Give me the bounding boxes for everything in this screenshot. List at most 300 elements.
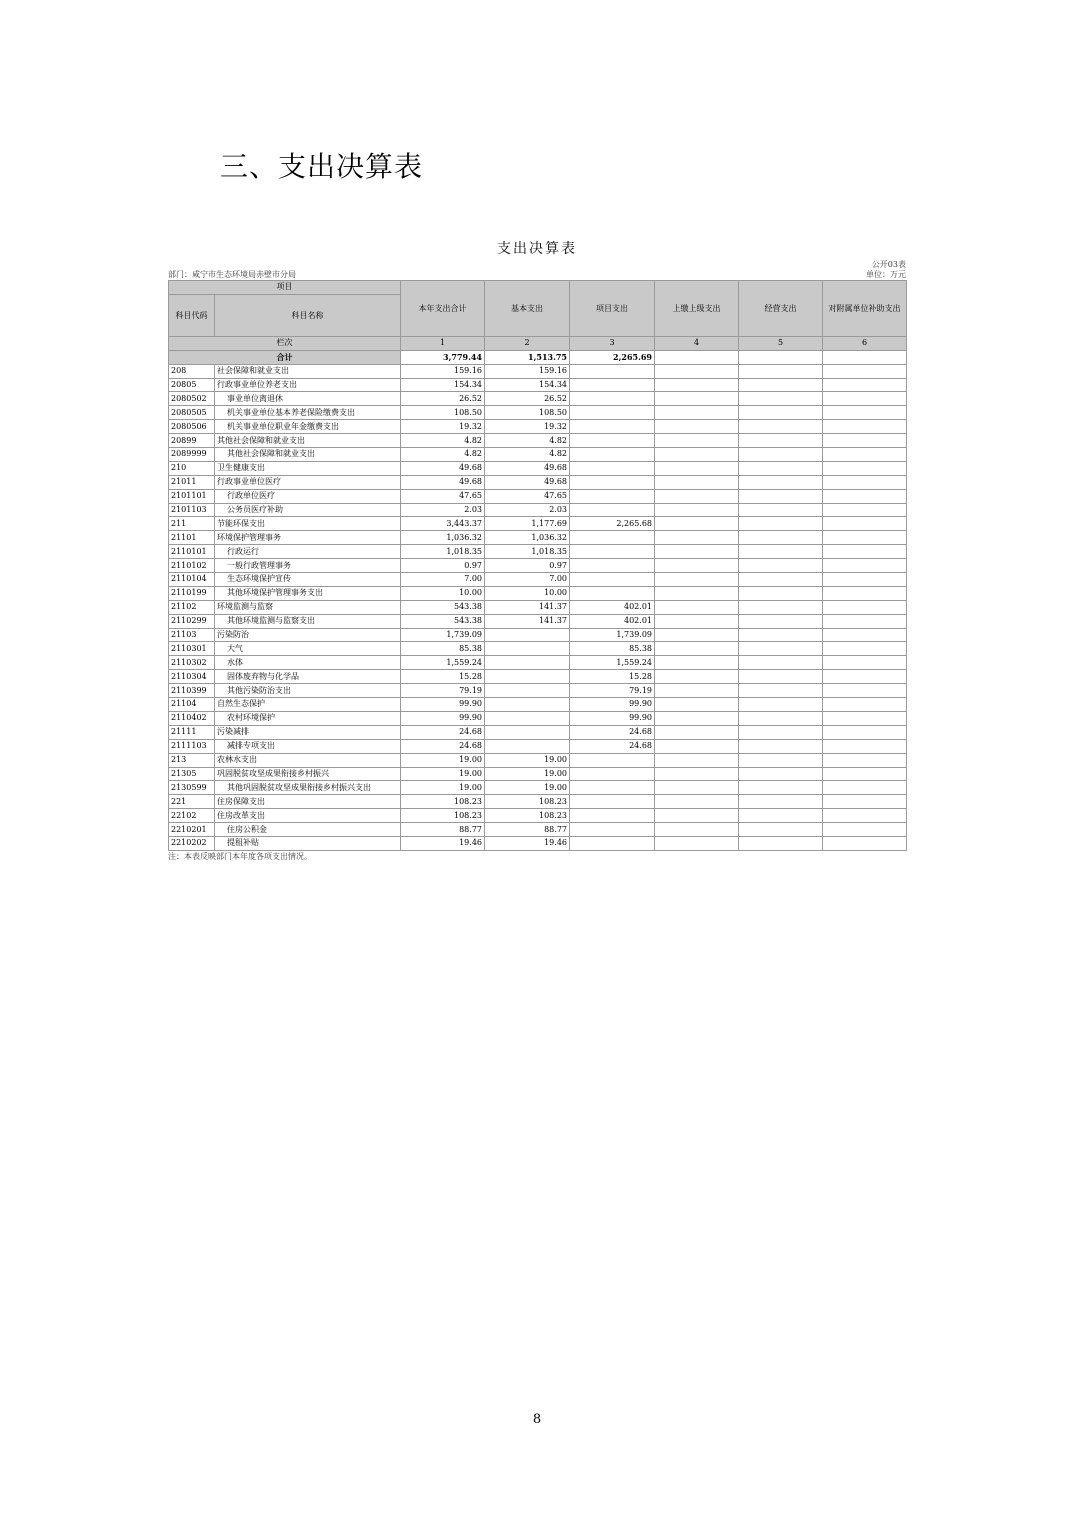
row-subsidy (823, 378, 907, 392)
table-row (169, 836, 907, 850)
row-upper (655, 364, 739, 378)
table-row (169, 725, 907, 739)
row-basic: 1,036.32 (485, 531, 570, 545)
table-row (169, 378, 907, 392)
row-subsidy (823, 642, 907, 656)
row-code: 2110101 (169, 545, 215, 559)
row-code: 21305 (169, 767, 215, 781)
row-code: 2080505 (169, 406, 215, 420)
row-total: 19.00 (401, 753, 485, 767)
row-code: 21011 (169, 475, 215, 489)
row-total: 19.00 (401, 767, 485, 781)
row-business (739, 448, 823, 462)
row-project: 99.90 (570, 711, 655, 725)
row-total: 19.00 (401, 781, 485, 795)
row-name: 行政事业单位医疗 (215, 475, 401, 489)
sum-basic: 1,513.75 (485, 350, 570, 364)
row-business (739, 711, 823, 725)
row-subsidy (823, 711, 907, 725)
table-row (169, 698, 907, 712)
header-name: 科目名称 (215, 294, 401, 336)
row-basic (485, 739, 570, 753)
row-name: 固体废弃物与化学品 (215, 670, 401, 684)
row-code: 2110102 (169, 559, 215, 573)
row-code: 2210202 (169, 836, 215, 850)
header-project: 项目 (169, 281, 401, 295)
row-project: 402.01 (570, 614, 655, 628)
row-basic (485, 642, 570, 656)
row-subsidy (823, 809, 907, 823)
row-basic (485, 725, 570, 739)
row-upper (655, 781, 739, 795)
row-subsidy (823, 406, 907, 420)
table-row (169, 434, 907, 448)
table-row (169, 420, 907, 434)
row-code: 22102 (169, 809, 215, 823)
sum-row (169, 350, 907, 364)
row-subsidy (823, 767, 907, 781)
row-code: 2101103 (169, 503, 215, 517)
row-business (739, 781, 823, 795)
sum-label: 合计 (169, 350, 401, 364)
form-code: 公开03表 (871, 260, 906, 269)
row-upper (655, 795, 739, 809)
row-name: 农林水支出 (215, 753, 401, 767)
row-basic: 49.68 (485, 475, 570, 489)
table-footnote: 注：本表反映部门本年度各项支出情况。 (168, 851, 312, 861)
row-name: 其他环境监测与监察支出 (215, 614, 401, 628)
row-basic: 7.00 (485, 573, 570, 587)
row-name: 其他社会保障和就业支出 (215, 434, 401, 448)
table-row (169, 781, 907, 795)
row-subsidy (823, 503, 907, 517)
row-subsidy (823, 614, 907, 628)
table-row (169, 531, 907, 545)
row-upper (655, 378, 739, 392)
table-row (169, 711, 907, 725)
row-basic: 108.23 (485, 795, 570, 809)
table-row (169, 406, 907, 420)
row-total: 154.34 (401, 378, 485, 392)
row-subsidy (823, 836, 907, 850)
row-upper (655, 628, 739, 642)
row-basic: 108.50 (485, 406, 570, 420)
row-business (739, 489, 823, 503)
row-business (739, 517, 823, 531)
row-subsidy (823, 559, 907, 573)
index-col-4: 4 (655, 336, 739, 350)
row-name: 水体 (215, 656, 401, 670)
row-upper (655, 836, 739, 850)
row-basic: 4.82 (485, 448, 570, 462)
index-row-label: 栏次 (169, 336, 401, 350)
row-code: 21101 (169, 531, 215, 545)
row-project (570, 809, 655, 823)
row-basic: 159.16 (485, 364, 570, 378)
row-basic: 19.00 (485, 781, 570, 795)
row-code: 2210201 (169, 823, 215, 837)
row-basic (485, 656, 570, 670)
row-basic (485, 628, 570, 642)
row-subsidy (823, 670, 907, 684)
row-subsidy (823, 448, 907, 462)
row-business (739, 586, 823, 600)
table-row (169, 628, 907, 642)
row-subsidy (823, 475, 907, 489)
row-upper (655, 809, 739, 823)
row-subsidy (823, 489, 907, 503)
row-name: 农村环境保护 (215, 711, 401, 725)
row-project (570, 364, 655, 378)
sheet-meta-row (168, 270, 906, 280)
row-upper (655, 586, 739, 600)
table-row (169, 364, 907, 378)
row-upper (655, 670, 739, 684)
sum-project: 2,265.69 (570, 350, 655, 364)
table-row (169, 392, 907, 406)
row-subsidy (823, 420, 907, 434)
row-basic: 141.37 (485, 600, 570, 614)
sum-upper (655, 350, 739, 364)
table-row (169, 448, 907, 462)
row-code: 221 (169, 795, 215, 809)
row-business (739, 559, 823, 573)
table-body (169, 350, 907, 850)
header-code: 科目代码 (169, 294, 215, 336)
row-upper (655, 503, 739, 517)
row-project: 402.01 (570, 600, 655, 614)
table-row (169, 586, 907, 600)
row-business (739, 684, 823, 698)
row-total: 47.65 (401, 489, 485, 503)
row-code: 2080502 (169, 392, 215, 406)
row-total: 108.50 (401, 406, 485, 420)
row-business (739, 406, 823, 420)
index-col-2: 2 (485, 336, 570, 350)
table-row (169, 739, 907, 753)
row-project (570, 573, 655, 587)
row-total: 1,018.35 (401, 545, 485, 559)
row-project: 85.38 (570, 642, 655, 656)
expenditure-table (168, 280, 907, 851)
row-basic (485, 670, 570, 684)
row-upper (655, 711, 739, 725)
row-code: 2089999 (169, 448, 215, 462)
row-subsidy (823, 531, 907, 545)
row-total: 10.00 (401, 586, 485, 600)
table-row (169, 753, 907, 767)
row-business (739, 378, 823, 392)
row-name: 其他污染防治支出 (215, 684, 401, 698)
row-basic (485, 684, 570, 698)
row-name: 事业单位离退休 (215, 392, 401, 406)
row-name: 一般行政管理事务 (215, 559, 401, 573)
row-project: 1,739.09 (570, 628, 655, 642)
row-basic: 49.68 (485, 461, 570, 475)
row-business (739, 628, 823, 642)
row-upper (655, 475, 739, 489)
row-upper (655, 642, 739, 656)
row-project (570, 392, 655, 406)
row-basic: 1,018.35 (485, 545, 570, 559)
row-project (570, 406, 655, 420)
row-name: 环境监测与监察 (215, 600, 401, 614)
row-code: 208 (169, 364, 215, 378)
row-total: 19.32 (401, 420, 485, 434)
row-code: 211 (169, 517, 215, 531)
header-upper: 上缴上级支出 (655, 281, 739, 337)
table-row (169, 600, 907, 614)
row-name: 巩固脱贫攻坚成果衔接乡村振兴 (215, 767, 401, 781)
row-subsidy (823, 586, 907, 600)
table-row (169, 656, 907, 670)
row-subsidy (823, 364, 907, 378)
table-header (169, 281, 907, 351)
row-upper (655, 684, 739, 698)
index-col-5: 5 (739, 336, 823, 350)
row-subsidy (823, 753, 907, 767)
row-project (570, 475, 655, 489)
row-subsidy (823, 628, 907, 642)
row-basic: 1,177.69 (485, 517, 570, 531)
row-project (570, 378, 655, 392)
row-total: 4.82 (401, 448, 485, 462)
row-business (739, 531, 823, 545)
row-name: 社会保障和就业支出 (215, 364, 401, 378)
row-code: 2110104 (169, 573, 215, 587)
row-name: 节能环保支出 (215, 517, 401, 531)
row-subsidy (823, 573, 907, 587)
row-code: 21111 (169, 725, 215, 739)
sum-business (739, 350, 823, 364)
row-project (570, 795, 655, 809)
row-project (570, 545, 655, 559)
row-total: 49.68 (401, 475, 485, 489)
table-row (169, 545, 907, 559)
row-upper (655, 461, 739, 475)
row-project: 15.28 (570, 670, 655, 684)
row-name: 生态环境保护宣传 (215, 573, 401, 587)
row-project: 24.68 (570, 739, 655, 753)
row-project: 2,265.68 (570, 517, 655, 531)
table-row (169, 614, 907, 628)
row-business (739, 795, 823, 809)
row-code: 2110301 (169, 642, 215, 656)
row-total: 1,739.09 (401, 628, 485, 642)
header-business: 经营支出 (739, 281, 823, 337)
row-code: 2111103 (169, 739, 215, 753)
header-total: 本年支出合计 (401, 281, 485, 337)
row-business (739, 600, 823, 614)
row-upper (655, 725, 739, 739)
row-basic: 19.00 (485, 767, 570, 781)
table-row (169, 573, 907, 587)
row-basic: 19.32 (485, 420, 570, 434)
row-upper (655, 434, 739, 448)
row-code: 21102 (169, 600, 215, 614)
row-business (739, 461, 823, 475)
table-row (169, 642, 907, 656)
row-code: 20805 (169, 378, 215, 392)
row-total: 79.19 (401, 684, 485, 698)
row-code: 2110299 (169, 614, 215, 628)
row-total: 88.77 (401, 823, 485, 837)
row-name: 行政运行 (215, 545, 401, 559)
row-total: 99.90 (401, 711, 485, 725)
row-business (739, 725, 823, 739)
row-basic: 4.82 (485, 434, 570, 448)
row-name: 其他社会保障和就业支出 (215, 448, 401, 462)
row-total: 3,443.37 (401, 517, 485, 531)
row-business (739, 642, 823, 656)
row-name: 公务员医疗补助 (215, 503, 401, 517)
row-subsidy (823, 698, 907, 712)
table-row (169, 670, 907, 684)
row-code: 210 (169, 461, 215, 475)
row-business (739, 420, 823, 434)
row-total: 26.52 (401, 392, 485, 406)
index-col-1: 1 (401, 336, 485, 350)
row-total: 99.90 (401, 698, 485, 712)
row-upper (655, 739, 739, 753)
row-code: 21103 (169, 628, 215, 642)
row-business (739, 503, 823, 517)
row-name: 机关事业单位基本养老保险缴费支出 (215, 406, 401, 420)
row-total: 19.46 (401, 836, 485, 850)
table-row (169, 809, 907, 823)
header-basic: 基本支出 (485, 281, 570, 337)
expenditure-sheet (168, 238, 906, 863)
sum-total: 3,779.44 (401, 350, 485, 364)
row-total: 1,036.32 (401, 531, 485, 545)
row-basic: 47.65 (485, 489, 570, 503)
header-project-expense: 项目支出 (570, 281, 655, 337)
sum-subsidy (823, 350, 907, 364)
row-subsidy (823, 795, 907, 809)
row-upper (655, 406, 739, 420)
row-subsidy (823, 781, 907, 795)
row-upper (655, 698, 739, 712)
row-total: 15.28 (401, 670, 485, 684)
row-upper (655, 600, 739, 614)
row-code: 2110304 (169, 670, 215, 684)
row-business (739, 656, 823, 670)
row-total: 7.00 (401, 573, 485, 587)
row-business (739, 545, 823, 559)
row-upper (655, 531, 739, 545)
table-row (169, 461, 907, 475)
row-business (739, 670, 823, 684)
row-upper (655, 517, 739, 531)
row-project (570, 420, 655, 434)
row-project (570, 503, 655, 517)
row-basic (485, 711, 570, 725)
table-row (169, 503, 907, 517)
row-project (570, 767, 655, 781)
row-project (570, 489, 655, 503)
row-subsidy (823, 656, 907, 670)
row-subsidy (823, 392, 907, 406)
row-business (739, 364, 823, 378)
row-project (570, 531, 655, 545)
department-label: 部门：咸宁市生态环境局赤壁市分局 (168, 270, 296, 279)
row-project (570, 434, 655, 448)
row-upper (655, 448, 739, 462)
row-subsidy (823, 739, 907, 753)
header-subsidy: 对附属单位补助支出 (823, 281, 907, 337)
row-project: 1,559.24 (570, 656, 655, 670)
row-total: 159.16 (401, 364, 485, 378)
row-basic: 2.03 (485, 503, 570, 517)
page-number: 8 (532, 1412, 542, 1427)
row-upper (655, 559, 739, 573)
row-name: 大气 (215, 642, 401, 656)
row-code: 2110402 (169, 711, 215, 725)
row-total: 543.38 (401, 614, 485, 628)
table-row (169, 823, 907, 837)
table-row (169, 517, 907, 531)
row-basic: 154.34 (485, 378, 570, 392)
table-row (169, 767, 907, 781)
row-code: 20899 (169, 434, 215, 448)
row-upper (655, 767, 739, 781)
row-total: 24.68 (401, 739, 485, 753)
row-name: 机关事业单位职业年金缴费支出 (215, 420, 401, 434)
row-basic: 19.46 (485, 836, 570, 850)
table-row (169, 795, 907, 809)
row-name: 自然生态保护 (215, 698, 401, 712)
row-code: 2110399 (169, 684, 215, 698)
row-total: 2.03 (401, 503, 485, 517)
row-basic: 19.00 (485, 753, 570, 767)
row-business (739, 698, 823, 712)
row-basic: 10.00 (485, 586, 570, 600)
row-name: 住房保障支出 (215, 795, 401, 809)
row-upper (655, 656, 739, 670)
row-project (570, 753, 655, 767)
page-heading: 三、支出决算表 (220, 150, 424, 183)
unit-label: 单位：万元 (866, 270, 906, 279)
row-code: 2080506 (169, 420, 215, 434)
row-name: 住房公积金 (215, 823, 401, 837)
row-name: 污染防治 (215, 628, 401, 642)
row-total: 49.68 (401, 461, 485, 475)
row-business (739, 809, 823, 823)
row-project (570, 836, 655, 850)
row-basic: 88.77 (485, 823, 570, 837)
row-project: 79.19 (570, 684, 655, 698)
row-business (739, 614, 823, 628)
row-subsidy (823, 517, 907, 531)
row-name: 减排专项支出 (215, 739, 401, 753)
row-code: 2110199 (169, 586, 215, 600)
row-business (739, 767, 823, 781)
row-basic: 141.37 (485, 614, 570, 628)
row-total: 108.23 (401, 809, 485, 823)
row-total: 24.68 (401, 725, 485, 739)
row-name: 行政单位医疗 (215, 489, 401, 503)
row-project (570, 461, 655, 475)
row-name: 住房改革支出 (215, 809, 401, 823)
row-subsidy (823, 684, 907, 698)
row-total: 85.38 (401, 642, 485, 656)
table-row (169, 475, 907, 489)
row-name: 污染减排 (215, 725, 401, 739)
index-col-6: 6 (823, 336, 907, 350)
sheet-title: 支出决算表 (497, 241, 577, 257)
row-subsidy (823, 823, 907, 837)
row-project (570, 448, 655, 462)
